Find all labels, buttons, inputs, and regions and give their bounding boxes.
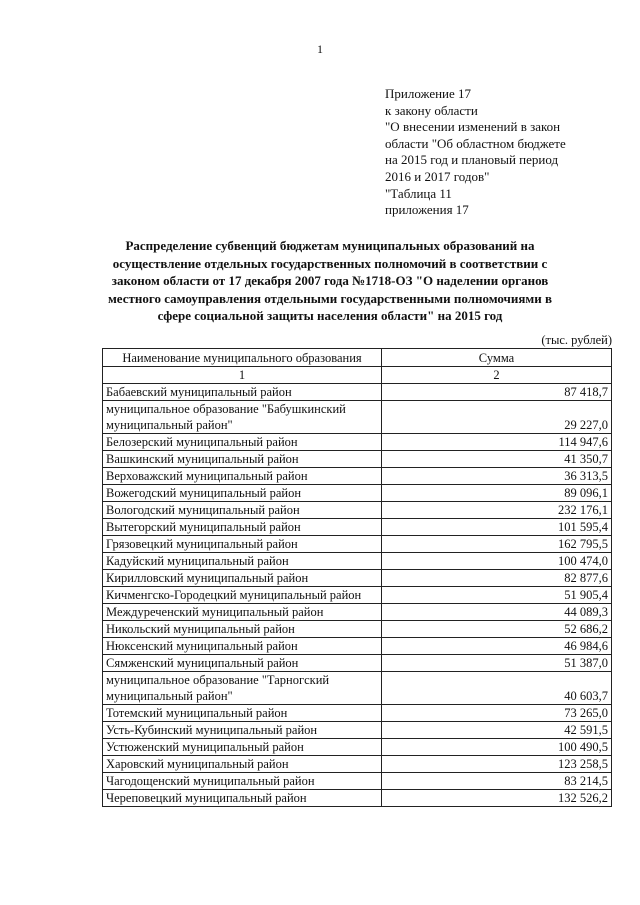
municipality-name: Кирилловский муниципальный район [103,570,382,587]
municipality-name: Вожегодский муниципальный район [103,485,382,502]
table-row [103,485,612,502]
column-number: 2 [382,367,612,384]
unit-note: (тыс. рублей) [541,333,612,347]
table-row [103,621,612,638]
table-row [103,587,612,604]
table-row [103,570,612,587]
subvention-amount: 51 387,0 [382,655,612,672]
column-header-amount: Сумма [382,349,612,367]
table-row [103,773,612,790]
table-row [103,672,612,705]
municipality-name: Тотемский муниципальный район [103,705,382,722]
table-row [103,756,612,773]
table-row [103,722,612,739]
table-row [103,451,612,468]
subvention-amount: 87 418,7 [382,384,612,401]
appendix-line: Приложение 17 [385,86,472,101]
municipality-name: Вологодский муниципальный район [103,502,382,519]
table-row [103,384,612,401]
municipality-name: муниципальное образование "Тарногский муниципальный район" [103,672,382,705]
municipality-name: Междуреченский муниципальный район [103,604,382,621]
table-row [103,638,612,655]
municipality-name: Кичменгско-Городецкий муниципальный район [103,587,382,604]
municipality-name: Устюженский муниципальный район [103,739,382,756]
subvention-amount: 82 877,6 [382,570,612,587]
municipality-name: Верховажский муниципальный район [103,468,382,485]
appendix-line: 2016 и 2017 годов" [385,168,490,184]
table-header-row [103,349,612,367]
subvention-amount: 46 984,6 [382,638,612,655]
subvention-table [102,348,612,807]
table-row [103,468,612,485]
appendix-reference [385,86,625,219]
subvention-amount: 42 591,5 [382,722,612,739]
appendix-line: "Таблица 11 [385,185,452,201]
municipality-name: Бабаевский муниципальный район [103,384,382,401]
municipality-name: Харовский муниципальный район [103,756,382,773]
subvention-amount: 89 096,1 [382,485,612,502]
subvention-amount: 101 595,4 [382,519,612,536]
subvention-amount: 83 214,5 [382,773,612,790]
table-row [103,705,612,722]
column-number: 1 [103,367,382,384]
table-row [103,536,612,553]
document-title: Распределение субвенций бюджетам муниципальных образований на осуществление отдельных государственных полномочий в соответствии с законом области от 17 декабря 2007 года №1718-ОЗ "О наделении органов местного самоуправления отдельными государственными полномочиями в сфере социальной защиты населения области" на 2015 год [107,238,553,323]
municipality-name: муниципальное образование "Бабушкинский муниципальный район" [103,401,382,434]
table-row [103,655,612,672]
subvention-amount: 52 686,2 [382,621,612,638]
table-body [103,367,612,807]
municipality-name: Вашкинский муниципальный район [103,451,382,468]
table-row [103,604,612,621]
column-header-name: Наименование муниципального образования [103,349,382,367]
municipality-name: Сямженский муниципальный район [103,655,382,672]
page-number: 1 [317,42,323,56]
subvention-amount: 36 313,5 [382,468,612,485]
municipality-name: Вытегорский муниципальный район [103,519,382,536]
municipality-name: Чагодощенский муниципальный район [103,773,382,790]
appendix-line: на 2015 год и плановый период [385,152,559,168]
appendix-line: "О внесении изменений в закон [385,119,561,135]
table-row [103,401,612,434]
subvention-amount: 132 526,2 [382,790,612,807]
subvention-amount: 51 905,4 [382,587,612,604]
municipality-name: Череповецкий муниципальный район [103,790,382,807]
appendix-line: к закону области [385,102,478,118]
table-row [103,502,612,519]
subvention-amount: 100 474,0 [382,553,612,570]
appendix-line: области "Об областном бюджете [385,135,566,151]
municipality-name: Кадуйский муниципальный район [103,553,382,570]
column-number-row [103,367,612,384]
subvention-amount: 44 089,3 [382,604,612,621]
table-row [103,790,612,807]
subvention-amount: 29 227,0 [382,401,612,434]
table-row [103,553,612,570]
subvention-amount: 162 795,5 [382,536,612,553]
municipality-name: Нюксенский муниципальный район [103,638,382,655]
municipality-name: Никольский муниципальный район [103,621,382,638]
municipality-name: Белозерский муниципальный район [103,434,382,451]
table-row [103,739,612,756]
subvention-amount: 40 603,7 [382,672,612,705]
subvention-amount: 73 265,0 [382,705,612,722]
table-row [103,434,612,451]
table-row [103,519,612,536]
subvention-amount: 232 176,1 [382,502,612,519]
municipality-name: Грязовецкий муниципальный район [103,536,382,553]
appendix-line: приложения 17 [385,202,469,218]
municipality-name: Усть-Кубинский муниципальный район [103,722,382,739]
subvention-amount: 114 947,6 [382,434,612,451]
subvention-amount: 41 350,7 [382,451,612,468]
subvention-amount: 123 258,5 [382,756,612,773]
subvention-amount: 100 490,5 [382,739,612,756]
